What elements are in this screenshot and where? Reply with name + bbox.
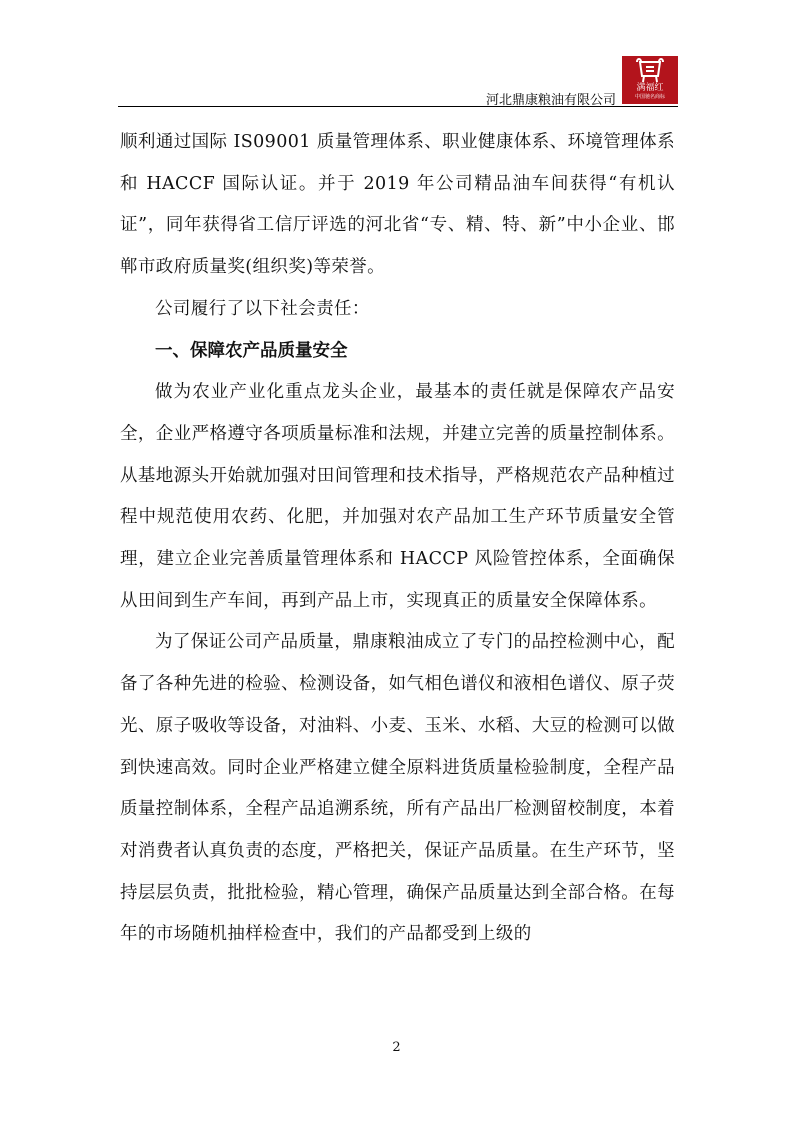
paragraph-continuation: 顺利通过国际 IS09001 质量管理体系、职业健康体系、环境管理体系和 HACCF 国际认证。并于 2019 年公司精品油车间获得“有机认证”，同年获得省工信厅评选的河北省“专、精、特、新”中小企业、邯郸市政府质量奖(组织奖)等荣誉。 (120, 132, 675, 278)
paragraph-quality-control: 为了保证公司产品质量，鼎康粮油成立了专门的品控检测中心，配备了各种先进的检验、检测设备，如气相色谱仪和液相色谱仪、原子荧光、原子吸收等设备，对油料、小麦、玉米、水稻、大豆的检测可以做到快速高效。同时企业严格建立健全原料进货质量检验制度，全程产品质量控制体系，全程产品追溯系统，所有产品出厂检测留校制度，本着对消费者认真负责的态度，严格把关，保证产品质量。在生产环节，坚持层层负责，批批检验，精心管理，确保产品质量达到全部合格。在每年的市场随机抽样检查中，我们的产品都受到上级的 (120, 632, 675, 945)
company-name: 河北鼎康粮油有限公司 (485, 93, 616, 108)
section-heading: 一、保障农产品质量安全 (155, 340, 348, 361)
document-body (120, 122, 675, 956)
header-divider (118, 106, 678, 107)
logo-brand-text: 满福红 (636, 83, 664, 93)
logo-sub-text: 中国驰名商标 (634, 94, 665, 100)
paragraph-quality-safety: 做为农业产业化重点龙头企业，最基本的责任就是保障农产品安全，企业严格遵守各项质量标准和法规，并建立完善的质量控制体系。从基地源头开始就加强对田间管理和技术指导，严格规范农产品种植过程中规范使用农药、化肥，并加强对农产品加工生产环节质量安全管理，建立企业完善质量管理体系和 HACCP 风险管控体系，全面确保从田间到生产车间，再到产品上市，实现真正的质量安全保障体系。 (120, 382, 675, 611)
paragraph-intro: 公司履行了以下社会责任： (155, 298, 370, 319)
page-header (118, 56, 678, 106)
page-number: 2 (392, 1040, 401, 1055)
ding-cauldron-logo-icon (622, 56, 678, 104)
